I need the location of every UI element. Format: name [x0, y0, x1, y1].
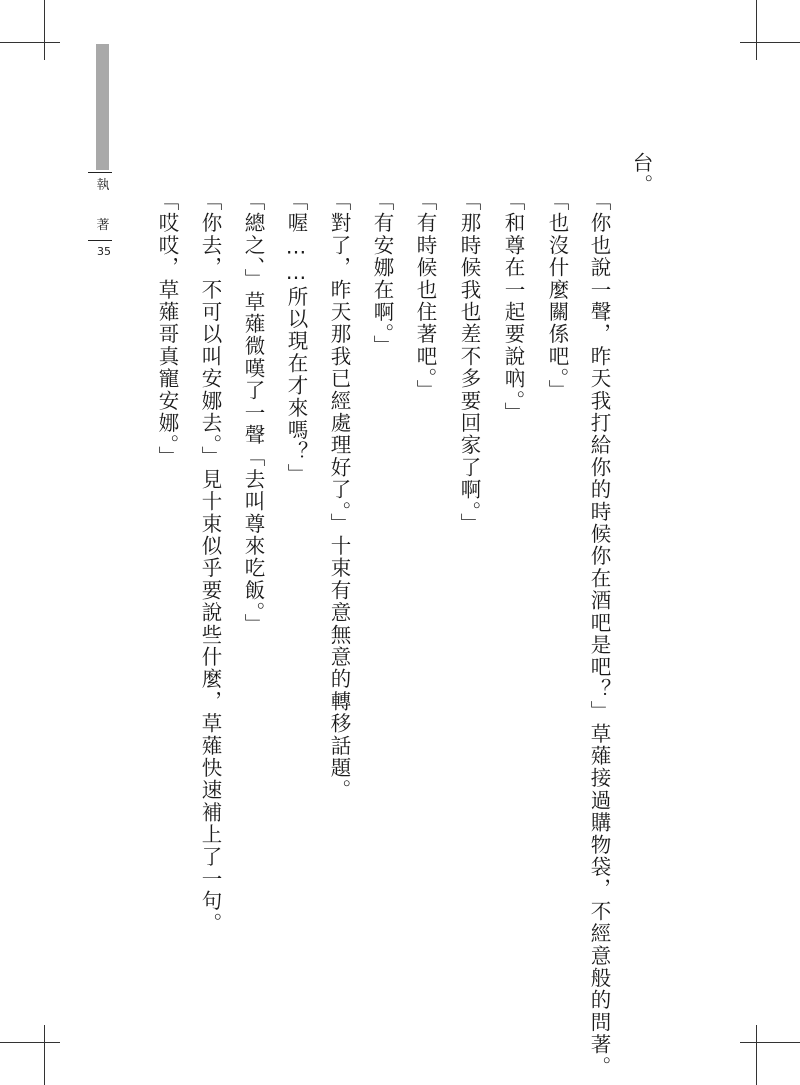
- text-line: 「對了，昨天那我已經處理好了。」十束有意無意的轉移話題。: [327, 190, 351, 802]
- page-number: 35: [97, 245, 111, 258]
- text-line: 「你去，不可以叫安娜去。」見十束似乎要說些什麼，草薙快速補上了一句。: [198, 190, 222, 935]
- chapter-tab: [96, 44, 109, 170]
- text-line: 「總之、」草薙微嘆了一聲「去叫尊來吃飯。」: [241, 190, 265, 636]
- running-title-char: 著: [96, 218, 110, 233]
- crop-mark: [44, 0, 45, 60]
- text-line: 「有時候也住著吧。」: [413, 190, 437, 402]
- text-line: 「喔……所以現在才來嗎？」: [284, 190, 308, 486]
- text-line: 「你也說一聲，昨天我打給你的時候你在酒吧是吧？」草薙接過購物袋，不經意般的問著。: [587, 190, 611, 1078]
- text-line: 「也沒什麼關係吧。」: [545, 190, 569, 402]
- running-title-char: 執: [96, 178, 110, 193]
- header-rule: [88, 240, 112, 241]
- crop-mark: [756, 0, 757, 60]
- text-line: 「哎哎，草薙哥真寵安娜。」: [155, 190, 179, 469]
- text-line: 台。: [629, 152, 653, 197]
- text-line: 「有安娜在啊。」: [370, 190, 394, 358]
- crop-mark: [0, 42, 60, 43]
- crop-mark: [740, 42, 800, 43]
- crop-mark: [740, 1042, 800, 1043]
- text-line: 「那時候我也差不多要回家了啊。」: [457, 190, 481, 535]
- crop-mark: [44, 1025, 45, 1085]
- crop-mark: [756, 1025, 757, 1085]
- text-line: 「和尊在一起要說吶。」: [501, 190, 525, 424]
- crop-mark: [0, 1042, 60, 1043]
- header-rule: [88, 172, 112, 173]
